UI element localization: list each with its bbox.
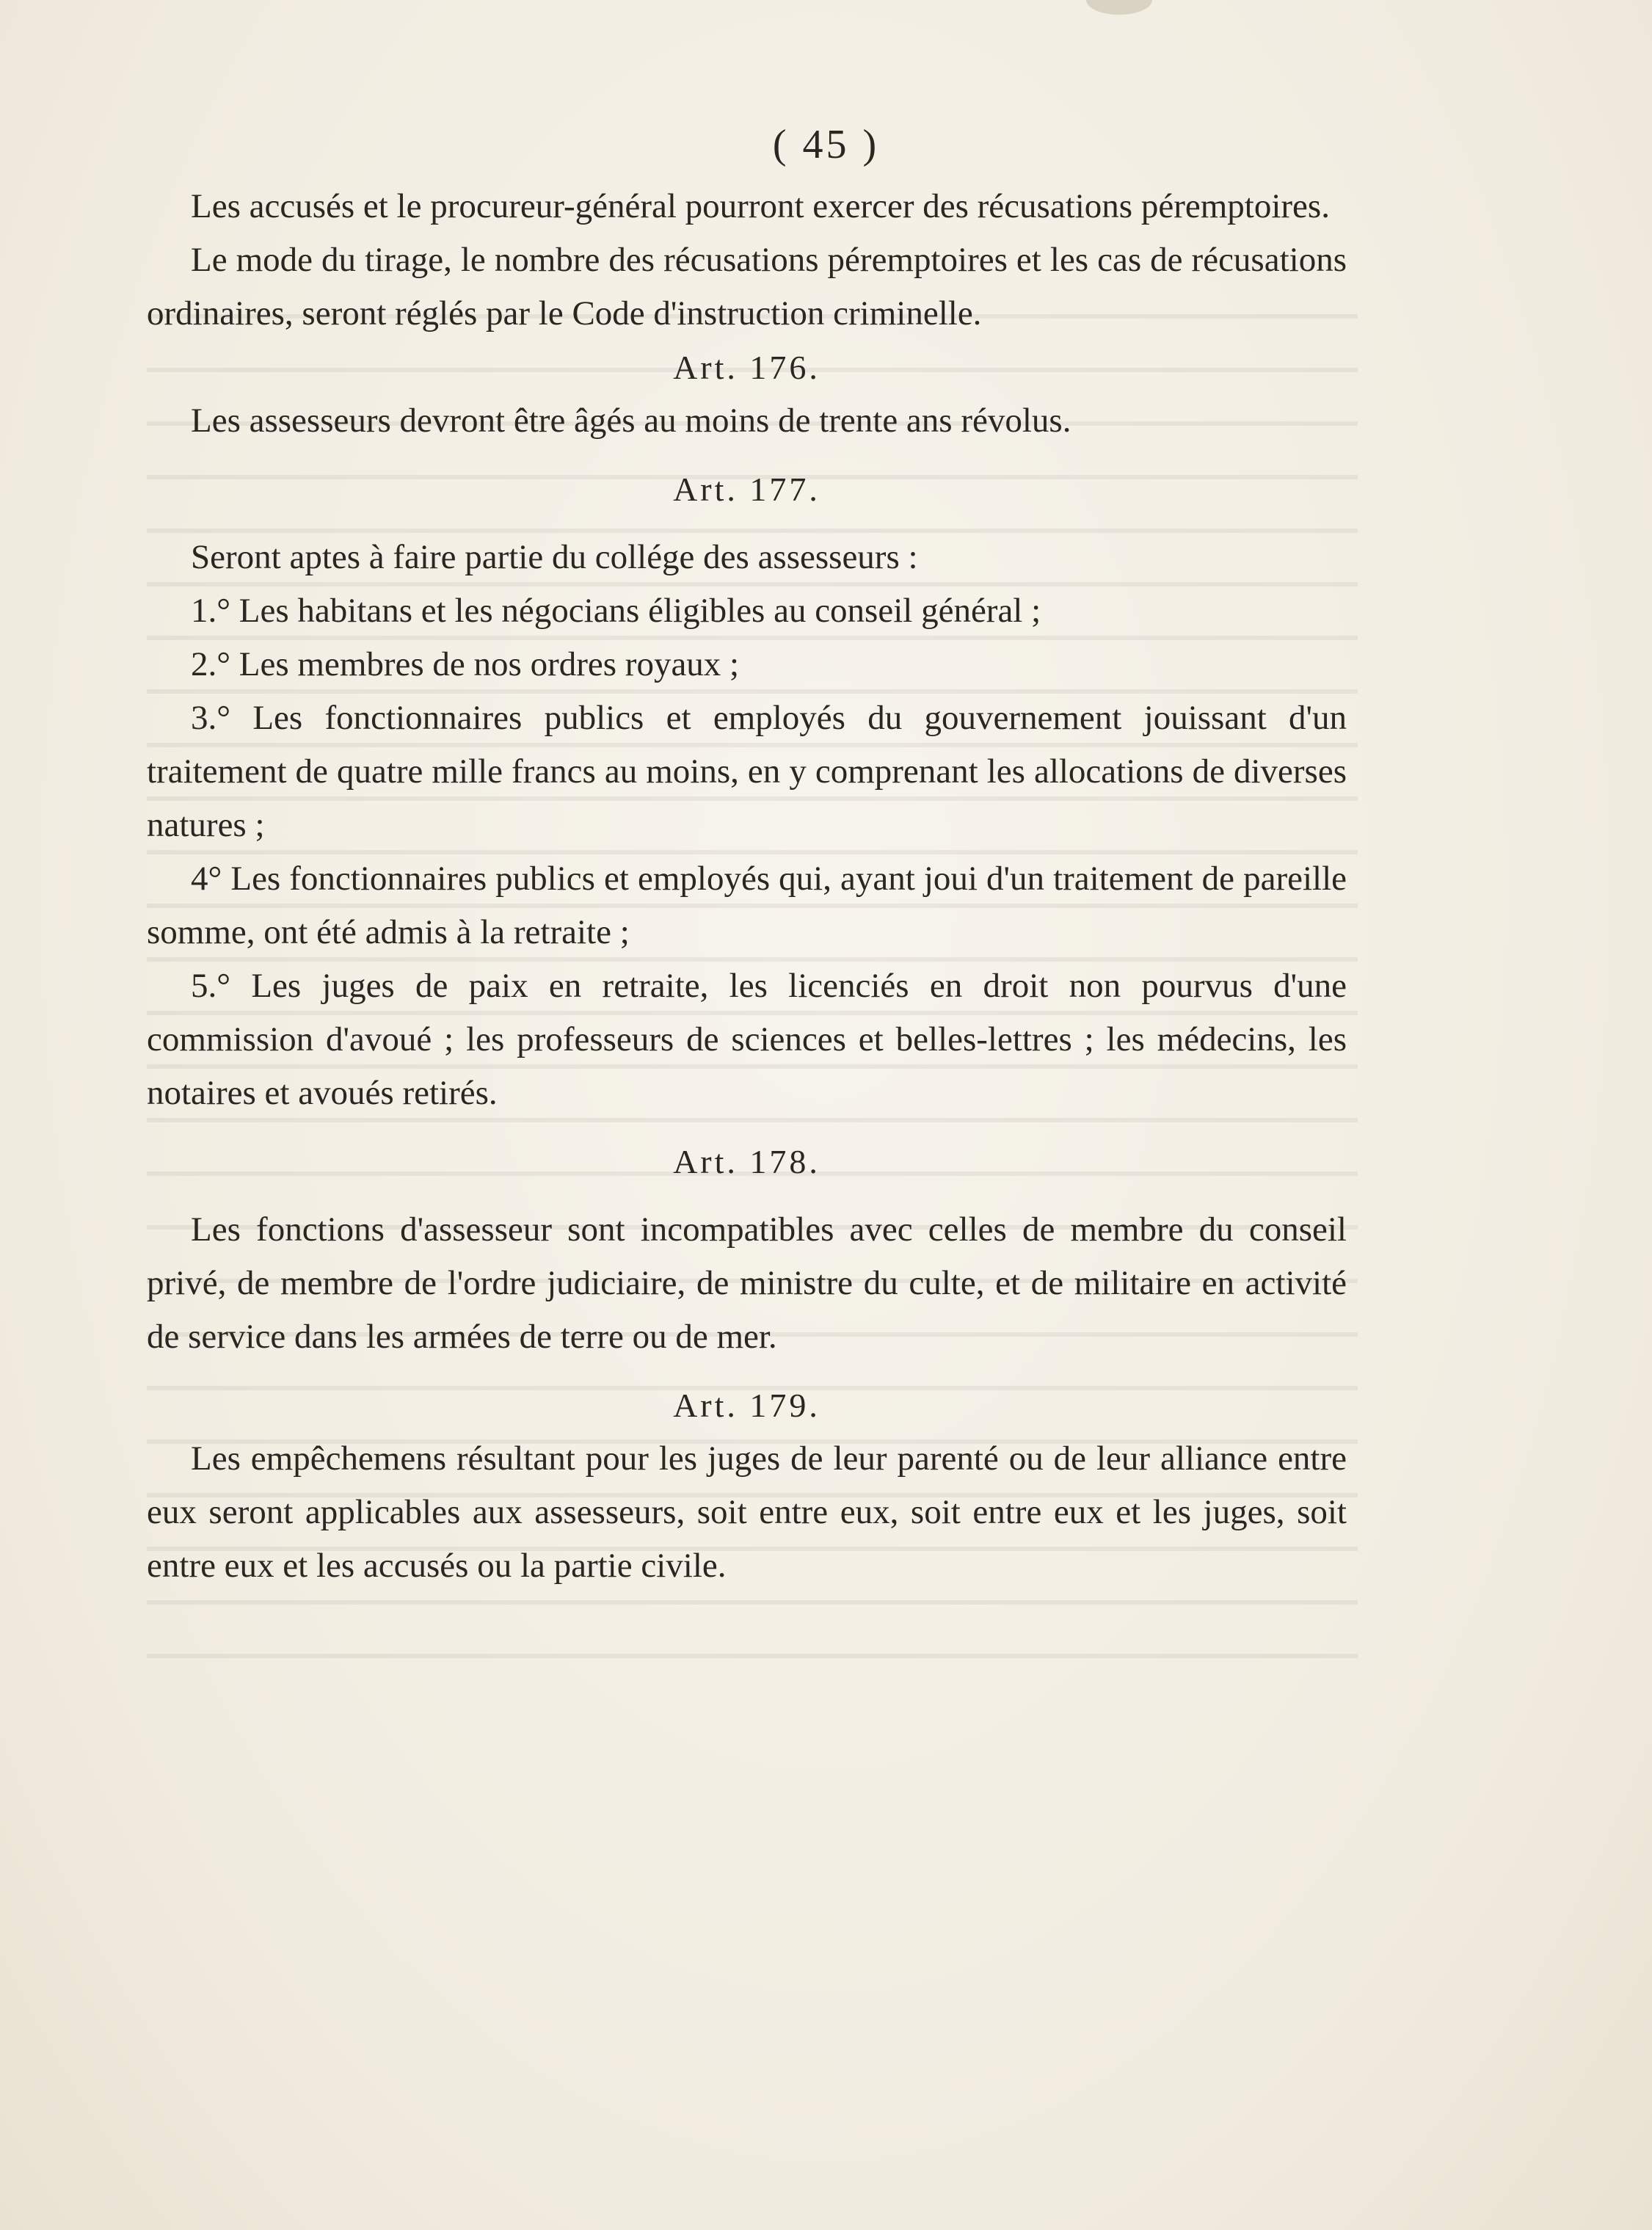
article-178-text: Les fonctions d'assesseur sont incompatibles avec celles de membre du conseil privé, de membre de l'ordre judiciaire, de ministre du culte, et de militaire en activité de service dans les armées de terre ou de mer. — [147, 1210, 1347, 1356]
paper-stain — [1086, 0, 1152, 15]
list-item: 3.° Les fonctionnaires publics et employés du gouvernement jouissant d'un traitement de quatre mille francs au moins, en y comprenant les allocations de diverses natures ; — [147, 699, 1347, 844]
list-item: 2.° Les membres de nos ordres royaux ; — [191, 645, 740, 683]
list-item: 1.° Les habitans et les négocians éligibles au conseil général ; — [191, 592, 1041, 630]
article-176-text: Les assesseurs devront être âgés au moins de trente ans révolus. — [191, 402, 1071, 440]
article-179-text: Les empêchemens résultant pour les juges de leur parenté ou de leur alliance entre eux seront applicables aux assesseurs, soit entre eux, soit entre eux et les juges, soit entre eux et les accusés ou la partie civile. — [147, 1439, 1347, 1585]
list-item: 5.° Les juges de paix en retraite, les licenciés en droit non pourvus d'une commission d'avoué ; les professeurs de sciences et belles-lettres ; les médecins, les notaires et avoués retirés. — [147, 967, 1347, 1112]
document-body — [147, 180, 1347, 1593]
article-heading-178: Art. 178. — [673, 1143, 820, 1180]
list-item: 4° Les fonctionnaires publics et employés qui, ayant joui d'un traitement de pareille somme, ont été admis à la retraite ; — [147, 860, 1347, 951]
article-heading-176: Art. 176. — [673, 349, 820, 386]
paragraph-mode-tirage: Le mode du tirage, le nombre des récusations péremptoires et les cas de récusations ordinaires, seront réglés par le Code d'instruction criminelle. — [147, 241, 1347, 333]
page-number: ( 45 ) — [772, 122, 880, 167]
article-177-intro: Seront aptes à faire partie du collége des assesseurs : — [191, 538, 918, 576]
article-heading-177: Art. 177. — [673, 471, 820, 508]
paragraph-recusations: Les accusés et le procureur-général pourront exercer des récusations péremptoires. — [191, 187, 1330, 225]
article-heading-179: Art. 179. — [673, 1387, 820, 1424]
